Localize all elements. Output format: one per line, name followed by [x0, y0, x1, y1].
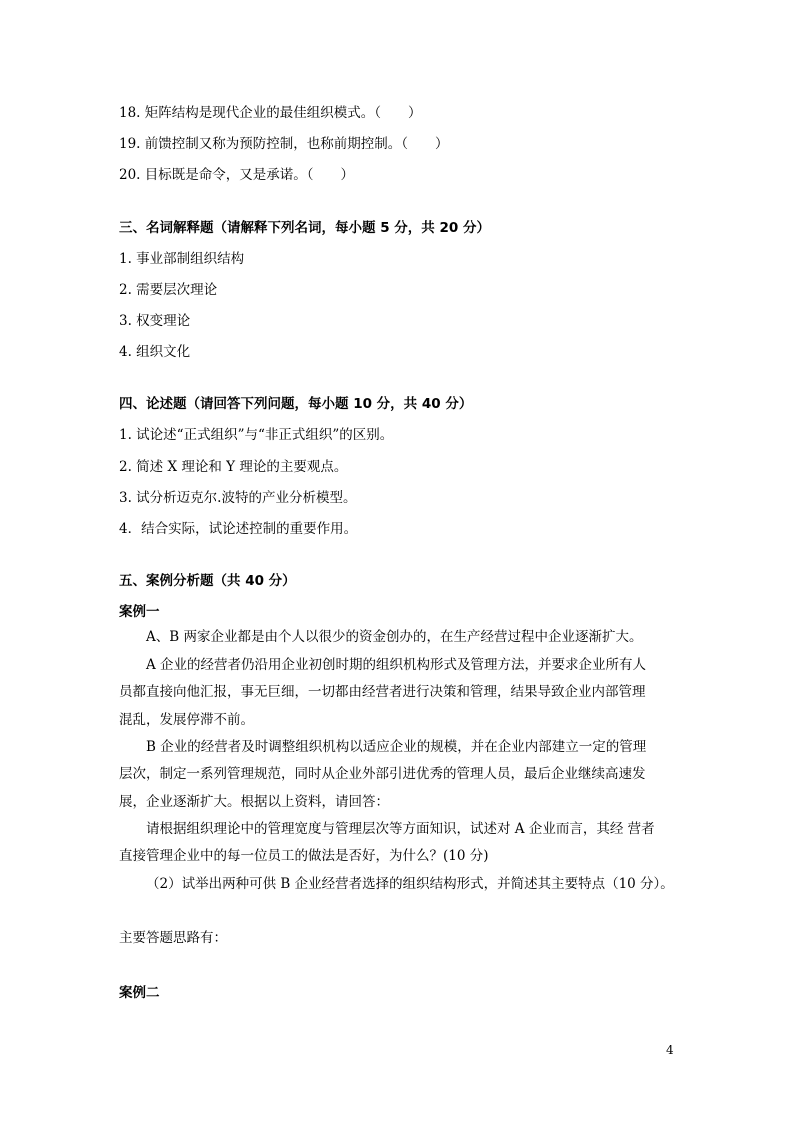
section4-item-2: 2. 简述 X 理论和 Y 理论的主要观点。 — [119, 459, 348, 475]
answer-label: 主要答题思路有： — [119, 930, 227, 946]
section4-item-3: 3. 试分析迈克尔.波特的产业分析模型。 — [119, 490, 357, 506]
section3-item-2: 2. 需要层次理论 — [119, 282, 218, 298]
case1-line-2: A 企业的经营者仍沿用企业初创时期的组织机构形式及管理方法，并要求企业所有人 — [146, 657, 647, 673]
tf-item-18: 18. 矩阵结构是现代企业的最佳组织模式。（ ） — [119, 105, 422, 121]
section4-item-4: 4．结合实际，试论述控制的重要作用。 — [119, 521, 358, 537]
section3-item-1: 1. 事业部制组织结构 — [119, 251, 245, 267]
case1-line-3: 员都直接向他汇报，事无巨细，一切都由经营者进行决策和管理，结果导致企业内部管理 — [119, 684, 646, 700]
section4-heading: 四、论述题（请回答下列问题，每小题 10 分，共 40 分） — [119, 396, 473, 412]
case1-line-7: 展，企业逐渐扩大。根据以上资料，请回答： — [119, 794, 389, 810]
section4-item-1: 1. 试论述“正式组织”与“非正式组织”的区别。 — [119, 427, 394, 443]
section3-heading: 三、名词解释题（请解释下列名词，每小题 5 分，共 20 分） — [119, 220, 490, 236]
tf-item-19: 19. 前馈控制又称为预防控制，也称前期控制。（ ） — [119, 136, 449, 152]
page-number: 4 — [666, 1043, 674, 1057]
case1-line-10: （2）试举出两种可供 B 企业经营者选择的组织结构形式，并简述其主要特点（10 分）。 — [146, 876, 674, 892]
case1-line-1: A、B 两家企业都是由个人以很少的资金创办的，在生产经营过程中企业逐渐扩大。 — [146, 629, 643, 645]
section5-heading: 五、案例分析题（共 40 分） — [119, 573, 296, 589]
case1-line-9: 直接管理企业中的每一位员工的做法是否好，为什么？(10 分) — [119, 848, 489, 864]
case1-line-4: 混乱，发展停滞不前。 — [119, 712, 254, 728]
tf-item-20: 20. 目标既是命令，又是承诺。（ ） — [119, 167, 355, 183]
case2-title: 案例二 — [119, 985, 160, 1001]
section3-item-3: 3. 权变理论 — [119, 313, 191, 329]
case1-title: 案例一 — [119, 604, 160, 620]
case1-line-6: 层次，制定一系列管理规范，同时从企业外部引进优秀的管理人员，最后企业继续高速发 — [119, 766, 646, 782]
section3-item-4: 4. 组织文化 — [119, 344, 191, 360]
case1-line-5: B 企业的经营者及时调整组织机构以适应企业的规模，并在企业内部建立一定的管理 — [146, 739, 647, 755]
case1-line-8: 请根据组织理论中的管理宽度与管理层次等方面知识，试述对 A 企业而言，其经 营者 — [146, 821, 655, 837]
